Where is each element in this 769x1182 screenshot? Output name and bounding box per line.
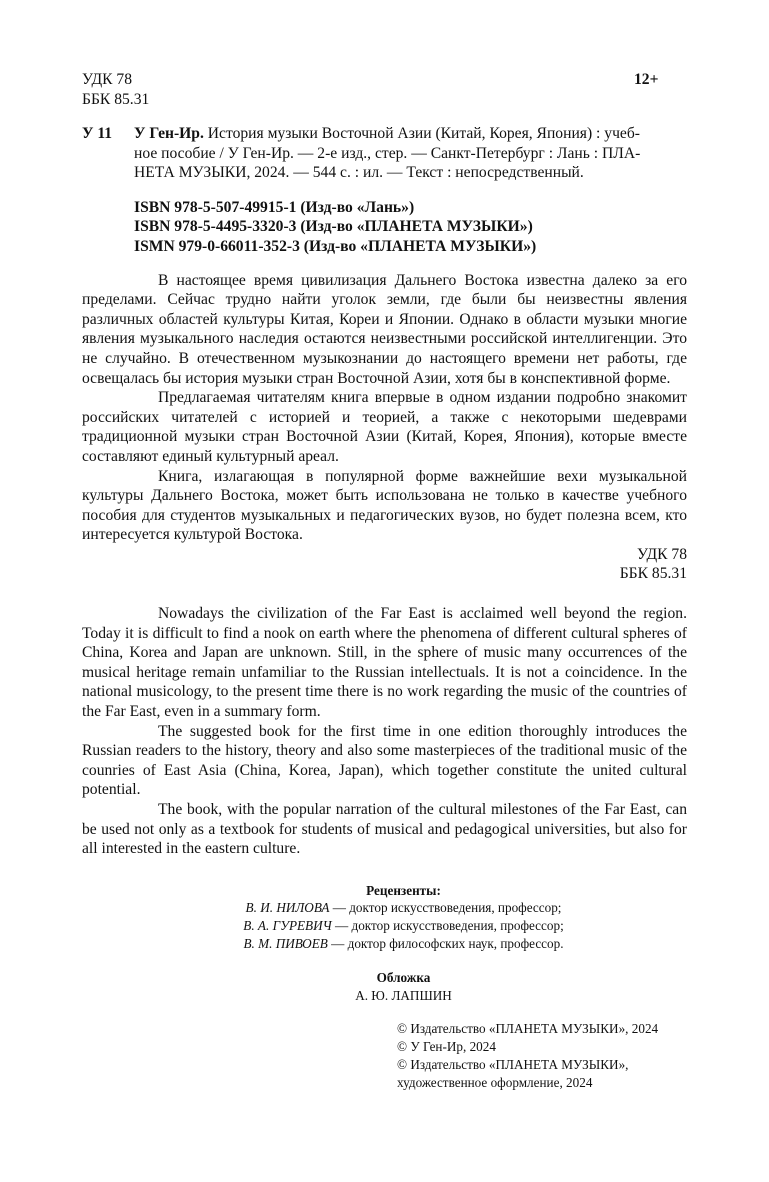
reviewer-role: — доктор искусствоведения, профессор; bbox=[329, 900, 562, 916]
bbk-code-repeat: ББК 85.31 bbox=[619, 565, 687, 583]
cover-credit bbox=[82, 969, 687, 1004]
catalog-author: У Ген-Ир. bbox=[134, 125, 204, 142]
catalog-line-3: НЕТА МУЗЫКИ, 2024. — 544 с. : ил. — Текст : непосредственный. bbox=[134, 164, 584, 182]
isbn-planeta: ISBN 978-5-4495-3320-3 (Изд-во «ПЛАНЕТА МУЗЫКИ») bbox=[134, 218, 533, 236]
cover-artist: А. Ю. ЛАПШИН bbox=[355, 987, 452, 1003]
age-rating: 12+ bbox=[634, 71, 659, 88]
reviewer-name: В. М. ПИВОЕВ bbox=[243, 935, 328, 951]
udk-code: УДК 78 bbox=[82, 71, 132, 88]
copyright-line: © Издательство «ПЛАНЕТА МУЗЫКИ», 2024 bbox=[397, 1021, 659, 1037]
imprint-page bbox=[82, 70, 687, 1092]
reviewer-role: — доктор искусствоведения, профессор; bbox=[331, 917, 564, 933]
catalog-record bbox=[82, 124, 687, 183]
reviewers-heading: Рецензенты: bbox=[366, 882, 441, 898]
abstract-ru-paragraph: В настоящее время цивилизация Дальнего Востока известна далеко за его пределами. Сейчас трудно найти уголок земли, где были бы неизвестны явления различных областей культуры Китая, Кореи и Японии. Однако в области музыки многие явления музыкального наследия остаются неизвестными российской интеллигенции. Это не случайно. В отечественном музыкознании до настоящего времени нет работы, где освещалась бы история музыки стран Восточной Азии, хотя бы в конспективной форме. bbox=[82, 271, 687, 387]
abstract-ru-paragraph: Книга, излагающая в популярной форме важнейшие вехи музыкальной культуры Дальнего Востока, может быть использована не только в качестве учебного пособия для студентов музыкальных и педагогических вузов, но будет полезна всем, кто интересуется культурой Востока. bbox=[82, 467, 687, 544]
copyright-line: художественное оформление, 2024 bbox=[397, 1074, 593, 1090]
bbk-code: ББК 85.31 bbox=[82, 91, 150, 108]
catalog-code: У 11 bbox=[82, 125, 113, 142]
catalog-line-1: История музыки Восточной Азии (Китай, Корея, Япония) : учеб- bbox=[203, 125, 640, 142]
reviewer-name: В. И. НИЛОВА bbox=[245, 900, 330, 916]
abstract-en-paragraph: Nowadays the civilization of the Far East is acclaimed well beyond the region. Today it is difficult to find a nook on earth where the phenomena of different cultural spheres of China, Korea and Japan are unknown. Still, in the sphere of music many occurrences of the musical heritage remain unfamiliar to the Russian intellectuals. It is not a coincidence. In the national musicology, to the present time there is no work regarding the music of the countries of the Far East, even in a summary form. bbox=[82, 605, 687, 721]
abstract-ru-paragraph: Предлагаемая читателям книга впервые в одном издании подробно знакомит российских читателей с историей и теорией, а также с некоторыми шедеврами традиционной музыки стран Восточной Азии (Китай, Корея, Япония), которые вместе составляют единый культурный ареал. bbox=[82, 389, 687, 465]
reviewer-entry bbox=[120, 899, 687, 917]
copyright-line: © Издательство «ПЛАНЕТА МУЗЫКИ», bbox=[397, 1056, 629, 1072]
reviewer-entry bbox=[120, 917, 687, 935]
copyright-line: © У Ген-Ир, 2024 bbox=[397, 1039, 496, 1055]
catalog-line-2: ное пособие / У Ген-Ир. — 2-е изд., стер. — Санкт-Петербург : Лань : ПЛА- bbox=[134, 144, 641, 162]
reviewer-role: — доктор философских наук, профессор. bbox=[327, 935, 564, 951]
isbn-lan: ISBN 978-5-507-49915-1 (Изд-во «Лань») bbox=[134, 198, 415, 216]
reviewer-entry bbox=[120, 935, 687, 953]
reviewers-block bbox=[82, 882, 687, 952]
isbn-list bbox=[134, 198, 687, 257]
catalog-description bbox=[134, 124, 687, 183]
abstract-russian bbox=[82, 271, 687, 585]
udk-code-repeat: УДК 78 bbox=[637, 545, 687, 563]
cover-heading: Обложка bbox=[376, 970, 431, 986]
abstract-english bbox=[82, 604, 687, 859]
abstract-en-paragraph: The book, with the popular narration of the cultural milestones of the Far East, can be used not only as a textbook for students of musical and pedagogical universities, but also for all interested in the eastern culture. bbox=[82, 801, 687, 858]
page-header bbox=[82, 70, 687, 110]
abstract-en-paragraph: The suggested book for the first time in one edition thoroughly introduces the Russian readers to the history, theory and also some masterpieces of the traditional music of the counries of East Asia (China, Korea, Japan), which together constitute the united cultural potential. bbox=[82, 722, 687, 799]
ismn-planeta: ISMN 979-0-66011-352-3 (Изд-во «ПЛАНЕТА МУЗЫКИ») bbox=[134, 237, 537, 255]
copyright-block bbox=[397, 1020, 687, 1091]
reviewer-name: В. А. ГУРЕВИЧ bbox=[243, 917, 332, 933]
